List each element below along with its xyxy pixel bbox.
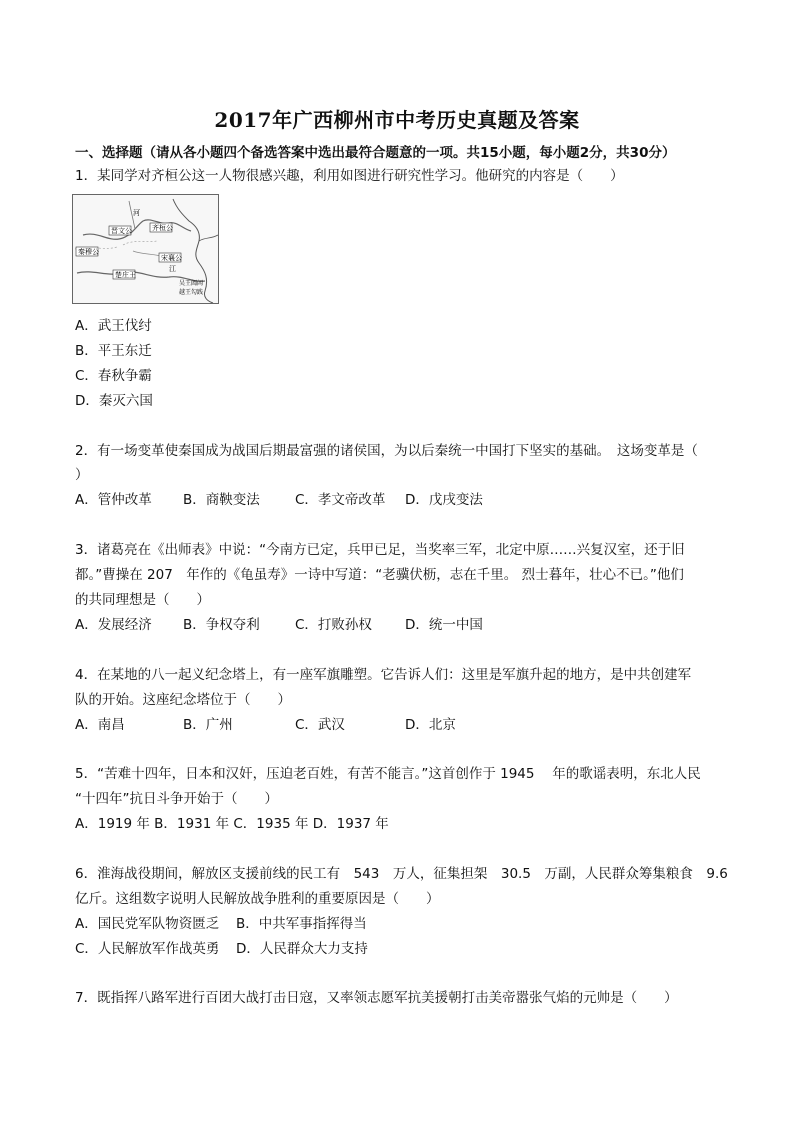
q2-stem-line2: ） [75,467,89,483]
map-label-qin: 秦穆公 [78,248,99,256]
q4-option-a[interactable]: A．南昌 [75,717,125,733]
q3-option-d[interactable]: D．统一中国 [405,617,483,633]
q5-stem-line1: 5．“苦难十四年，日本和汉奸，压迫老百姓，有苦不能言。”这首创作于 1945 年的歌谣表明，东北人民 [75,766,701,782]
q4-stem-line2: 队的开始。这座纪念塔位于（ ） [75,692,291,708]
q1-option-a[interactable]: A．武王伐纣 [75,318,152,334]
map-label-chu: 楚庄王 [115,271,136,279]
map-label-jiang: 江 [169,265,176,273]
map-label-yue: 越王勾践 [179,289,204,296]
q4-stem-line1: 4．在某地的八一起义纪念塔上，有一座军旗雕塑。它告诉人们：这里是军旗升起的地方，是中共创建军 [75,667,692,683]
q6-option-a[interactable]: A．国民党军队物资匮乏 [75,916,220,932]
q5-options[interactable]: A．1919 年 B．1931 年 C．1935 年 D．1937 年 [75,816,389,832]
q2-option-c[interactable]: C．孝文帝改革 [295,492,386,508]
map-label-qi: 齐桓公 [152,224,173,232]
q3-stem-line3: 的共同理想是（ ） [75,592,210,608]
q3-option-a[interactable]: A．发展经济 [75,617,152,633]
q3-stem-line2: 都。”曹操在 207 年作的《龟虽寿》一诗中写道：“老骥伏枥，志在千里。 烈士暮年，壮心不已。”他们 [75,567,684,583]
q6-stem-line2: 亿斤。这组数字说明人民解放战争胜利的重要原因是（ ） [75,891,440,907]
section-heading: 一、选择题（请从各小题四个备选答案中选出最符合题意的一项。共15小题，每小题2分，共30分） [75,145,676,161]
q1-option-c[interactable]: C．春秋争霸 [75,368,152,384]
q6-stem-line1: 6．淮海战役期间，解放区支援前线的民工有 543 万人，征集担架 30.5 万副，人民群众筹集粮食 9.6 [75,866,728,882]
q4-option-c[interactable]: C．武汉 [295,717,345,733]
q4-option-b[interactable]: B．广州 [183,717,233,733]
map-label-wu: 吴王阖闾 [179,280,204,287]
map-label-jin: 晋文公 [111,227,132,235]
q2-option-b[interactable]: B．商鞅变法 [183,492,260,508]
q3-stem-line1: 3．诸葛亮在《出师表》中说：“今南方已定，兵甲已足，当奖率三军，北定中原……兴复汉室，还于旧 [75,542,685,558]
q2-option-d[interactable]: D．戊戌变法 [405,492,483,508]
q7-stem: 7．既指挥八路军进行百团大战打击日寇，又率领志愿军抗美援朝打击美帝嚣张气焰的元帅是（ ） [75,990,678,1006]
q5-stem-line2: “十四年”抗日斗争开始于（ ） [75,791,278,807]
q1-stem: 1．某同学对齐桓公这一人物很感兴趣，利用如图进行研究性学习。他研究的内容是（ ） [75,168,624,184]
document-title: 2017年广西柳州市中考历史真题及答案 [214,108,580,132]
q6-option-d[interactable]: D．人民群众大力支持 [236,941,368,957]
q6-option-b[interactable]: B．中共军事指挥得当 [236,916,367,932]
q1-map-figure [72,194,219,304]
q1-option-d[interactable]: D．秦灭六国 [75,393,153,409]
q3-option-c[interactable]: C．打败孙权 [295,617,372,633]
q6-option-c[interactable]: C．人民解放军作战英勇 [75,941,220,957]
q1-option-b[interactable]: B．平王东迁 [75,343,152,359]
q4-option-d[interactable]: D．北京 [405,717,456,733]
q2-stem-line1: 2．有一场变革使秦国成为战国后期最富强的诸侯国，为以后秦统一中国打下坚实的基础。 这场变革是（ [75,443,698,459]
q3-option-b[interactable]: B．争权夺利 [183,617,260,633]
spring-autumn-map [73,195,218,303]
map-label-song: 宋襄公 [161,254,182,262]
map-label-he: 河 [133,209,140,217]
q2-option-a[interactable]: A．管仲改革 [75,492,152,508]
